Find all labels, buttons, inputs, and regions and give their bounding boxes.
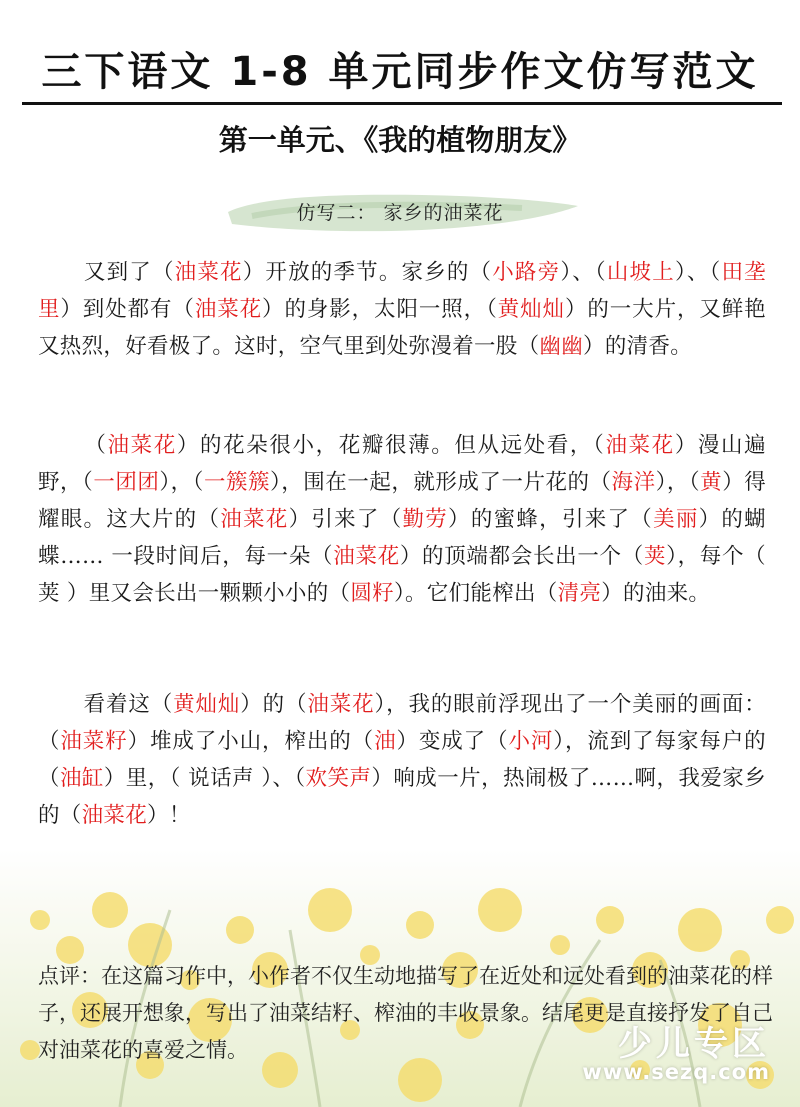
filled-answer: 油菜花 <box>220 507 289 532</box>
paragraph-text: ），围在一起，就形成了一片花的（ <box>270 470 612 495</box>
main-title: 三下语文 1-8 单元同步作文仿写范文 <box>41 49 759 95</box>
essay-paragraph-3 <box>38 686 766 834</box>
paragraph-text: ）。它们能榨出（ <box>393 581 558 606</box>
section-subheading: 仿写二： 家乡的油菜花 <box>296 202 504 224</box>
paragraph-text: ）变成了（ <box>396 729 509 754</box>
filled-answer: 油菜花 <box>307 692 375 717</box>
paragraph-text: ）里，（ 说话声 ）、（ <box>103 766 306 791</box>
paragraph-text: ），流到了每家每户的（ <box>38 729 766 791</box>
filled-answer: 小路旁 <box>492 260 561 285</box>
paragraph-text: ），每个（ 荚 ）里又会长出一颗颗小小的（ <box>38 544 766 606</box>
filled-answer: 油 <box>374 729 397 754</box>
paragraph-text: ）引来了（ <box>288 507 403 532</box>
paragraph-text: ）、（ <box>674 260 722 285</box>
paragraph-text: ），我的眼前浮现出了一个美丽的画面：（ <box>38 692 766 754</box>
filled-answer: 黄灿灿 <box>497 297 565 322</box>
paragraph-text: ）的花朵很小，花瓣很薄。但从远处看，（ <box>176 433 606 458</box>
filled-answer: 油菜花 <box>194 297 263 322</box>
filled-answer: 油菜花 <box>333 544 400 569</box>
paragraph-text: ）！ <box>147 803 191 828</box>
unit-subtitle: 第一单元、《我的植物朋友》 <box>218 123 582 157</box>
filled-answer: 海洋 <box>611 470 656 495</box>
paragraph-text: ）漫山遍野，（ <box>38 433 766 495</box>
filled-answer: 荚 <box>643 544 667 569</box>
paragraph-text: ）的蜜蜂，引来了（ <box>448 507 654 532</box>
filled-answer: 山坡上 <box>606 260 675 285</box>
paragraph-text: ）的油来。 <box>601 581 711 606</box>
essay-paragraph-2 <box>38 427 766 612</box>
paragraph-text: ）的身影，太阳一照，（ <box>262 297 498 322</box>
filled-answer: 圆籽 <box>350 581 394 606</box>
filled-answer: 欢笑声 <box>305 766 372 791</box>
paragraph-text: 看着这（ <box>83 692 174 717</box>
paragraph-text: （ <box>83 433 108 458</box>
paragraph-text: ）到处都有（ <box>60 297 195 322</box>
site-watermark-url: www.sezq.com <box>582 1060 770 1084</box>
paragraph-text: 又到了（ <box>83 260 175 285</box>
filled-answer: 幽幽 <box>539 334 584 359</box>
paragraph-text: ）、（ <box>560 260 607 285</box>
paragraph-text: ），（ <box>655 470 701 495</box>
essay-paragraph-1 <box>38 254 766 365</box>
filled-answer: 油缸 <box>59 766 104 791</box>
filled-answer: 一团团 <box>93 470 160 495</box>
paragraph-text: ）开放的季节。家乡的（ <box>242 260 493 285</box>
filled-answer: 田垄里 <box>38 260 766 322</box>
title-underline <box>22 102 782 105</box>
paragraph-text: ）的顶端都会长出一个（ <box>399 544 644 569</box>
paragraph-text: ）响成一片，热闹极了……啊，我爱家乡的（ <box>38 766 767 828</box>
paragraph-text: ）的（ <box>240 692 308 717</box>
site-watermark-name: 少儿专区 <box>618 1024 770 1064</box>
paragraph-text: ）得耀眼。这大片的（ <box>38 470 767 532</box>
filled-answer: 油菜花 <box>107 433 177 458</box>
filled-answer: 黄 <box>700 470 723 495</box>
filled-answer: 勤劳 <box>402 507 449 532</box>
filled-answer: 油菜花 <box>174 260 243 285</box>
filled-answer: 小河 <box>508 729 554 754</box>
paragraph-text: ），（ <box>159 470 204 495</box>
filled-answer: 油菜籽 <box>60 729 128 754</box>
filled-answer: 美丽 <box>653 507 699 532</box>
teacher-comment: 点评：在这篇习作中，小作者不仅生动地描写了在近处和远处看到的油菜花的样子，还展开想象，写出了油菜结籽、榨油的丰收景象。结尾更是直接抒发了自己对油菜花的喜爱之情。 <box>38 964 773 1062</box>
filled-answer: 一簇簇 <box>203 470 270 495</box>
filled-answer: 黄灿灿 <box>173 692 241 717</box>
paragraph-text: ）堆成了小山，榨出的（ <box>127 729 375 754</box>
filled-answer: 油菜花 <box>81 803 148 828</box>
paragraph-text: ）的清香。 <box>583 334 693 359</box>
filled-answer: 油菜花 <box>605 433 675 458</box>
paragraph-text: ）的蝴蝶…… 一段时间后，每一朵（ <box>38 507 766 569</box>
paragraph-text: ）的一大片，又鲜艳又热烈，好看极了。这时，空气里到处弥漫着一股（ <box>38 297 766 359</box>
filled-answer: 清亮 <box>557 581 602 606</box>
